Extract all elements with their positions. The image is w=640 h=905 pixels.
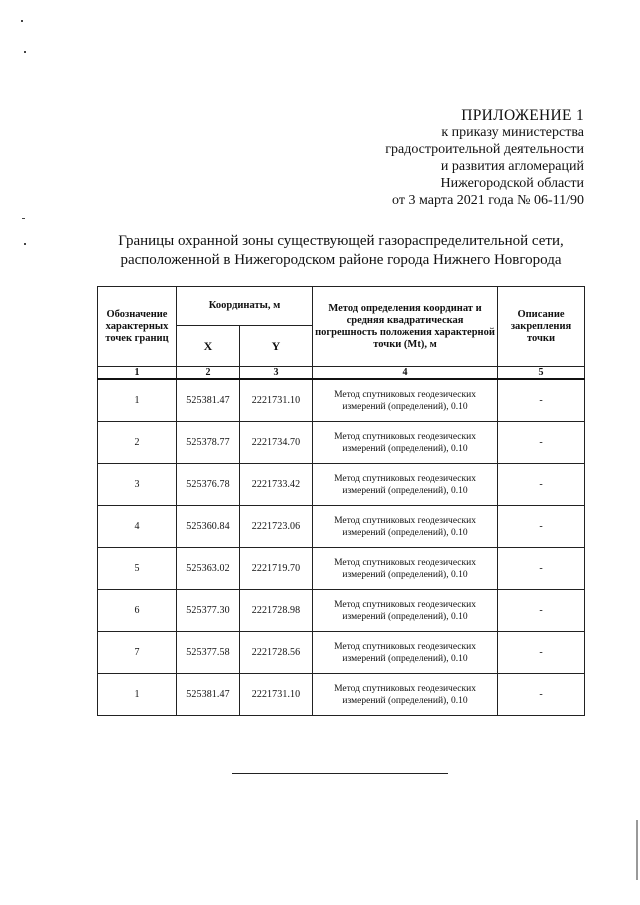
column-number: 4 [313, 367, 498, 380]
cell-point: 1 [98, 674, 177, 716]
coordinates-table [97, 286, 585, 716]
table-row [98, 506, 585, 548]
cell-x: 525377.58 [177, 632, 240, 674]
cell-y: 2221719.70 [240, 548, 313, 590]
cell-x: 525377.30 [177, 590, 240, 632]
scan-speck [21, 20, 23, 22]
table-row [98, 379, 585, 422]
scan-speck [24, 243, 26, 245]
document-title [98, 232, 584, 270]
appendix-line: и развития агломераций [440, 159, 584, 174]
header-x: X [177, 326, 240, 367]
cell-point: 1 [98, 379, 177, 422]
cell-description: - [498, 464, 585, 506]
table-row [98, 632, 585, 674]
cell-description: - [498, 548, 585, 590]
cell-method: Метод спутниковых геодезических измерений (определений), 0.10 [313, 674, 498, 716]
cell-y: 2221731.10 [240, 674, 313, 716]
cell-point: 3 [98, 464, 177, 506]
cell-description: - [498, 379, 585, 422]
cell-y: 2221733.42 [240, 464, 313, 506]
cell-method: Метод спутниковых геодезических измерений (определений), 0.10 [313, 422, 498, 464]
header-method: Метод определения координат и средняя квадратическая погрешность положения характерной точки (Mt), м [313, 287, 498, 367]
cell-point: 6 [98, 590, 177, 632]
cell-point: 2 [98, 422, 177, 464]
table-body [98, 379, 585, 716]
column-number: 5 [498, 367, 585, 380]
appendix-line: Нижегородской области [440, 176, 584, 191]
column-number: 3 [240, 367, 313, 380]
cell-x: 525381.47 [177, 379, 240, 422]
cell-description: - [498, 506, 585, 548]
table-row [98, 464, 585, 506]
cell-method: Метод спутниковых геодезических измерений (определений), 0.10 [313, 632, 498, 674]
title-line: расположенной в Нижегородском районе города Нижнего Новгорода [120, 252, 562, 268]
cell-point: 5 [98, 548, 177, 590]
cell-method: Метод спутниковых геодезических измерений (определений), 0.10 [313, 548, 498, 590]
cell-point: 7 [98, 632, 177, 674]
cell-x: 525360.84 [177, 506, 240, 548]
cell-description: - [498, 422, 585, 464]
cell-y: 2221731.10 [240, 379, 313, 422]
cell-y: 2221728.98 [240, 590, 313, 632]
column-number: 2 [177, 367, 240, 380]
table-row [98, 674, 585, 716]
appendix-line: от 3 марта 2021 года № 06-11/90 [392, 193, 584, 208]
cell-y: 2221728.56 [240, 632, 313, 674]
cell-description: - [498, 632, 585, 674]
cell-method: Метод спутниковых геодезических измерений (определений), 0.10 [313, 464, 498, 506]
title-line: Границы охранной зоны существующей газораспределительной сети, [118, 233, 564, 249]
table-row [98, 548, 585, 590]
appendix-line: к приказу министерства [441, 125, 584, 140]
cell-point: 4 [98, 506, 177, 548]
cell-y: 2221734.70 [240, 422, 313, 464]
scan-edge-mark [636, 820, 638, 880]
appendix-line: градостроительной деятельности [385, 142, 584, 157]
appendix-title: ПРИЛОЖЕНИЕ 1 [461, 107, 584, 124]
scan-speck [22, 218, 25, 219]
column-number: 1 [98, 367, 177, 380]
header-coords: Координаты, м [177, 287, 313, 326]
cell-description: - [498, 590, 585, 632]
header-description: Описание закрепления точки [498, 287, 585, 367]
table-row [98, 422, 585, 464]
scan-speck [24, 51, 26, 53]
cell-x: 525378.77 [177, 422, 240, 464]
cell-x: 525381.47 [177, 674, 240, 716]
cell-x: 525363.02 [177, 548, 240, 590]
cell-method: Метод спутниковых геодезических измерений (определений), 0.10 [313, 506, 498, 548]
cell-y: 2221723.06 [240, 506, 313, 548]
cell-method: Метод спутниковых геодезических измерений (определений), 0.10 [313, 379, 498, 422]
header-point: Обозначение характерных точек границ [98, 287, 177, 367]
cell-method: Метод спутниковых геодезических измерений (определений), 0.10 [313, 590, 498, 632]
header-y: Y [240, 326, 313, 367]
cell-x: 525376.78 [177, 464, 240, 506]
footer-rule [232, 773, 448, 774]
table-row [98, 590, 585, 632]
appendix-header [385, 107, 584, 209]
cell-description: - [498, 674, 585, 716]
